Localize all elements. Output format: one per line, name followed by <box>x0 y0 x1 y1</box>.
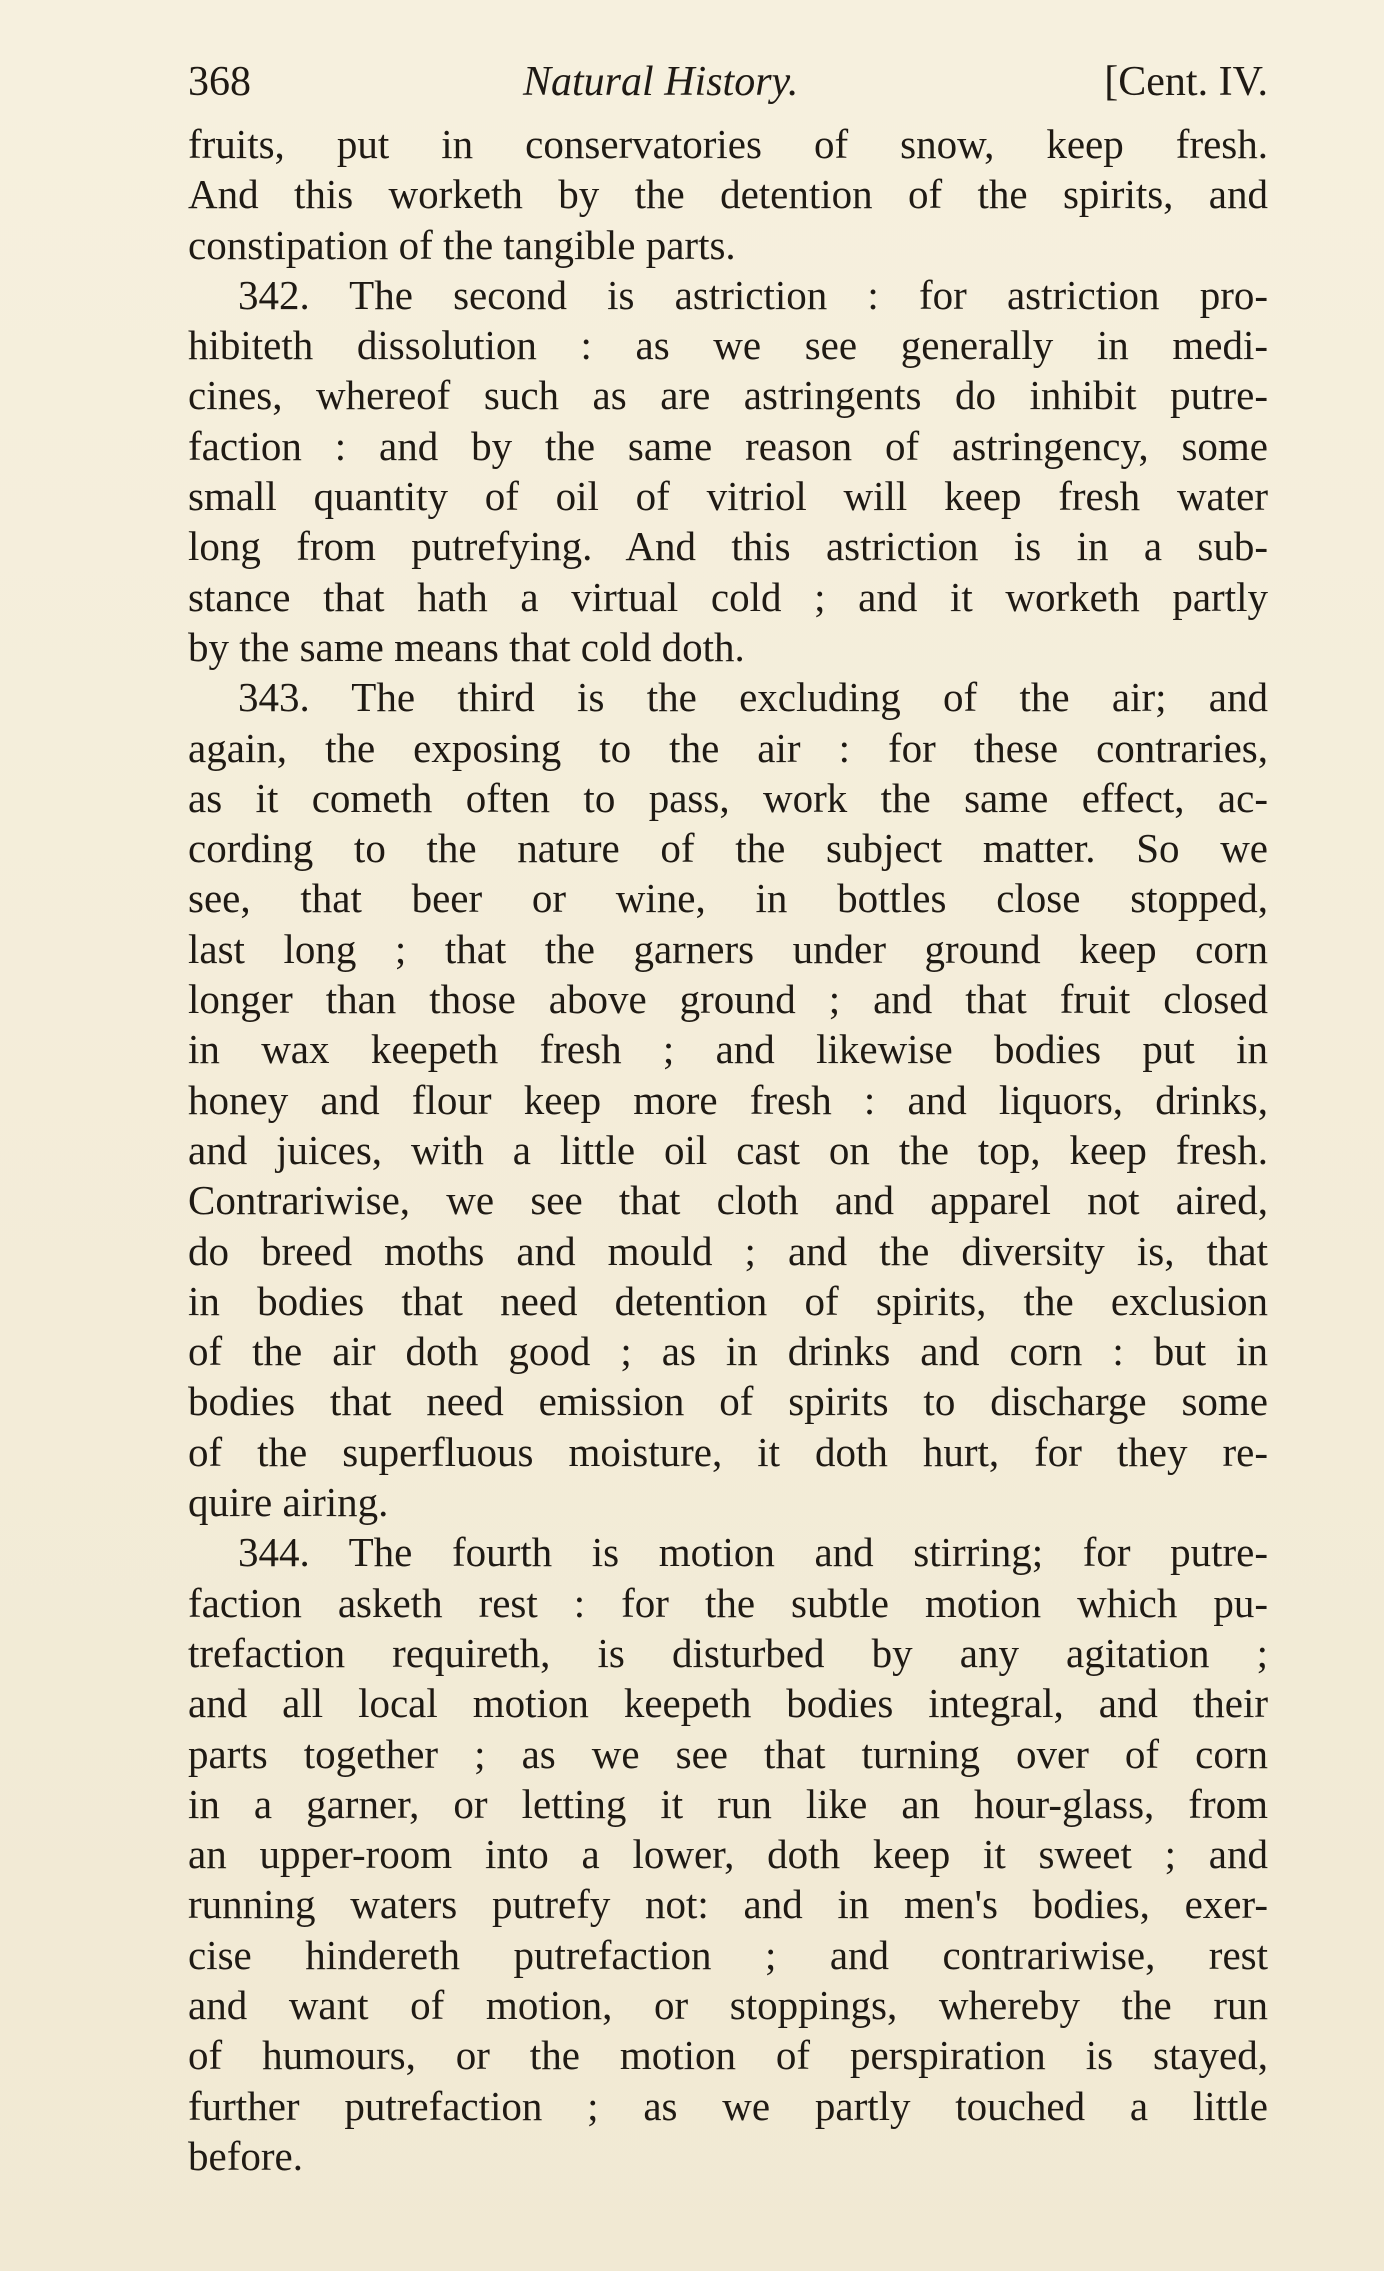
text-line: and all local motion keepeth bodies integral, and their <box>188 1680 1268 1727</box>
text-line: as it cometh often to pass, work the same effect, ac- <box>188 774 1268 821</box>
text-line: And this worketh by the detention of the spirits, and <box>188 171 1268 218</box>
paragraph-342-start: 342. The second is astriction : for astriction pro- <box>238 271 1268 318</box>
text-line: constipation of the tangible parts. <box>188 221 736 268</box>
text-line: further putrefaction ; as we partly touched a little <box>188 2082 1268 2129</box>
text-line: and want of motion, or stoppings, whereby the run <box>188 1981 1268 2028</box>
section-marker: [Cent. IV. <box>1104 59 1268 105</box>
text-line: honey and flour keep more fresh : and liquors, drinks, <box>188 1076 1268 1123</box>
text-line: in wax keepeth fresh ; and likewise bodies put in <box>188 1026 1268 1073</box>
text-line: cise hindereth putrefaction ; and contrariwise, rest <box>188 1931 1268 1978</box>
text-line: again, the exposing to the air : for these contraries, <box>188 724 1268 771</box>
text-line: faction : and by the same reason of astringency, some <box>188 422 1268 469</box>
text-line: before. <box>188 2132 303 2179</box>
text-line: see, that beer or wine, in bottles close stopped, <box>188 875 1268 922</box>
text-line: running waters putrefy not: and in men's bodies, exer- <box>188 1881 1268 1928</box>
page-number: 368 <box>188 59 251 105</box>
text-line: faction asketh rest : for the subtle motion which pu- <box>188 1579 1268 1626</box>
paragraph-344-start: 344. The fourth is motion and stirring; for putre- <box>238 1529 1268 1576</box>
text-line: trefaction requireth, is disturbed by any agitation ; <box>188 1629 1268 1676</box>
text-line: last long ; that the garners under ground keep corn <box>188 925 1268 972</box>
text-line: do breed moths and mould ; and the diversity is, that <box>188 1227 1268 1274</box>
text-line: longer than those above ground ; and that fruit closed <box>188 976 1268 1023</box>
running-title: Natural History. <box>523 59 799 105</box>
text-line: small quantity of oil of vitriol will keep fresh water <box>188 473 1268 520</box>
text-line: long from putrefying. And this astriction is in a sub- <box>188 523 1268 570</box>
text-line: quire airing. <box>188 1479 389 1526</box>
text-line: fruits, put in conservatories of snow, keep fresh. <box>188 121 1268 167</box>
text-line: by the same means that cold doth. <box>188 623 745 670</box>
text-line: hibiteth dissolution : as we see generally in medi- <box>188 322 1268 369</box>
text-line: and juices, with a little oil cast on the top, keep fresh. <box>188 1126 1268 1173</box>
text-line: of the air doth good ; as in drinks and corn : but in <box>188 1328 1268 1375</box>
text-line: cording to the nature of the subject matter. So we <box>188 825 1268 872</box>
text-line: bodies that need emission of spirits to discharge some <box>188 1378 1268 1425</box>
text-line: of humours, or the motion of perspiration is stayed, <box>188 2032 1268 2079</box>
running-head <box>188 52 1268 112</box>
text-line: an upper-room into a lower, doth keep it sweet ; and <box>188 1831 1268 1878</box>
text-line: stance that hath a virtual cold ; and it worketh partly <box>188 573 1268 620</box>
text-line: of the superfluous moisture, it doth hurt, for they re- <box>188 1428 1268 1475</box>
body-text <box>188 119 1268 2181</box>
text-line: Contrariwise, we see that cloth and apparel not aired, <box>188 1177 1268 1224</box>
text-line: cines, whereof such as are astringents do inhibit putre- <box>188 372 1268 419</box>
text-line: in bodies that need detention of spirits, the exclusion <box>188 1277 1268 1324</box>
paragraph-343-start: 343. The third is the excluding of the air; and <box>238 674 1268 721</box>
text-line: parts together ; as we see that turning over of corn <box>188 1730 1268 1777</box>
text-line: in a garner, or letting it run like an hour-glass, from <box>188 1780 1268 1827</box>
